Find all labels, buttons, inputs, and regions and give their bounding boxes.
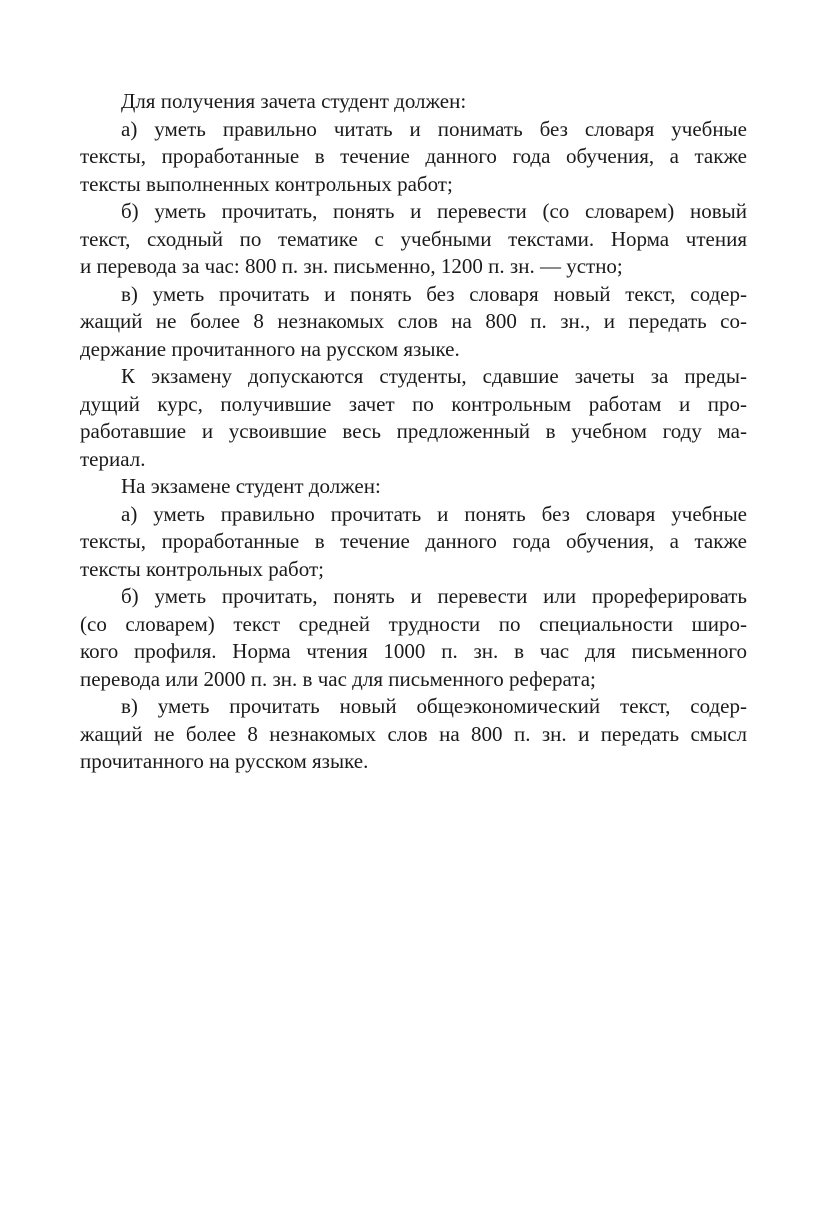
text-line: а) уметь правильно читать и понимать без словаря учебные (121, 116, 747, 141)
paragraph (80, 116, 747, 199)
text-line: в) уметь прочитать новый общеэкономический текст, содер- (121, 694, 747, 718)
paragraph (80, 583, 747, 693)
text-line: кого профиля. Норма чтения 1000 п. зн. в час для письменного (80, 639, 747, 663)
paragraph (80, 693, 747, 776)
text-line: жащий не более 8 незнакомых слов на 800 п. зн., и передать со- (80, 309, 747, 333)
paragraph (80, 281, 747, 364)
text-line: в) уметь прочитать и понять без словаря новый текст, содер- (121, 281, 747, 306)
text-line: тексты выполненных контрольных работ; (80, 171, 453, 196)
text-line: б) уметь прочитать, понять и перевести (со словарем) новый (121, 199, 747, 223)
text-line: тексты, проработанные в течение данного года обучения, а также (80, 144, 747, 168)
text-line: (со словарем) текст средней трудности по специальности широ- (80, 611, 747, 636)
text-line: тексты, проработанные в течение данного года обучения, а также (80, 529, 747, 553)
paragraph (80, 88, 747, 116)
paragraph (80, 198, 747, 281)
text-line: прочитанного на русском языке. (80, 749, 369, 773)
text-line: На экзамене студент должен: (121, 474, 381, 498)
text-line: перевода или 2000 п. зн. в час для письменного реферата; (80, 666, 596, 691)
text-line: териал. (80, 446, 146, 471)
text-line: тексты контрольных работ; (80, 556, 324, 581)
text-line: и перевода за час: 800 п. зн. письменно, 1200 п. зн. — устно; (80, 254, 623, 278)
text-line: текст, сходный по тематике с учебными текстами. Норма чтения (80, 226, 747, 251)
paragraph (80, 473, 747, 501)
text-line: К экзамену допускаются студенты, сдавшие зачеты за преды- (121, 364, 747, 388)
text-line: держание прочитанного на русском языке. (80, 336, 460, 361)
text-line: б) уметь прочитать, понять и перевести или прореферировать (121, 584, 747, 608)
paragraph (80, 363, 747, 473)
text-line: дущий курс, получившие зачет по контрольным работам и про- (80, 391, 747, 416)
paragraph (80, 501, 747, 584)
document-page (80, 88, 747, 776)
text-line: жащий не более 8 незнакомых слов на 800 п. зн. и передать смысл (80, 721, 747, 746)
text-line: Для получения зачета студент должен: (121, 89, 467, 113)
text-line: а) уметь правильно прочитать и понять без словаря учебные (121, 501, 747, 526)
text-line: работавшие и усвоившие весь предложенный в учебном году ма- (80, 419, 747, 443)
